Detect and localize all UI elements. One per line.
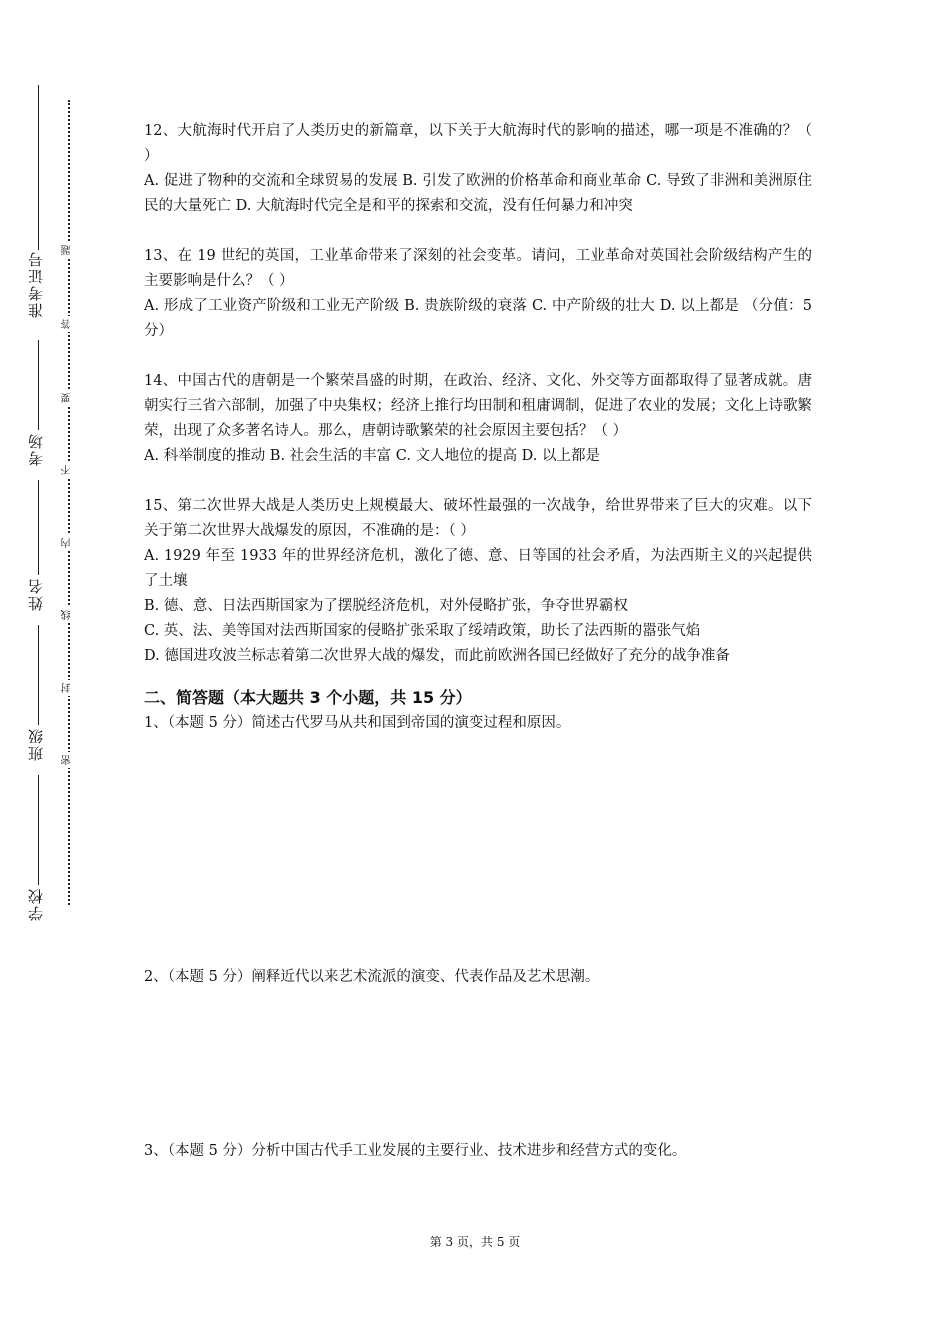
question-option-b: B. 德、意、日法西斯国家为了摆脱经济危机，对外侵略扩张，争夺世界霸权 (144, 598, 628, 614)
page-number: 第 3 页，共 5 页 (429, 1235, 521, 1249)
question-list (144, 119, 812, 736)
short-answer-1: 1、（本题 5 分）简述古代罗马从共和国到帝国的演变过程和原因。 (144, 715, 571, 731)
binding-margin (0, 0, 110, 1344)
question-12 (144, 119, 812, 219)
short-answer-3: 3、（本题 5 分）分析中国古代手工业发展的主要行业、技术进步和经营方式的变化。 (144, 1143, 687, 1159)
question-stem: 14、中国古代的唐朝是一个繁荣昌盛的时期，在政治、经济、文化、外交等方面都取得了显著成就。唐朝实行三省六部制，加强了中央集权；经济上推行均田制和租庸调制，促进了农业的发展；文化上诗歌繁荣，出现了众多著名诗人。那么，唐朝诗歌繁荣的社会原因主要包括？（ ） (144, 373, 812, 439)
field-line (38, 480, 39, 575)
seal-char: 线 (60, 607, 76, 623)
question-option-a: A. 1929 年至 1933 年的世界经济危机，激化了德、意、日等国的社会矛盾，为法西斯主义的兴起提供了土壤 (144, 548, 812, 589)
seal-char: 内 (60, 535, 76, 551)
question-stem: 12、大航海时代开启了人类历史的新篇章，以下关于大航海时代的影响的描述，哪一项是不准确的？（ ） (144, 123, 812, 164)
seal-dotted-line (68, 100, 70, 905)
seal-char: 封 (60, 680, 76, 696)
question-stem: 13、在 19 世纪的英国，工业革命带来了深刻的社会变革。请问，工业革命对英国社会阶级结构产生的主要影响是什么？（ ） (144, 248, 812, 289)
seal-char: 答 (60, 316, 76, 332)
seal-char: 密 (60, 752, 76, 768)
question-14 (144, 369, 812, 469)
question-stem: 15、第二次世界大战是人类历史上规模最大、破坏性最强的一次战争，给世界带来了巨大的灾难。以下关于第二次世界大战爆发的原因，不准确的是：（ ） (144, 498, 812, 539)
field-label-class: 班级 (27, 727, 45, 761)
field-label-school: 学校 (27, 887, 45, 921)
field-label-name: 姓名 (27, 577, 45, 611)
seal-char: 题 (60, 242, 76, 258)
question-15 (144, 494, 812, 669)
field-line (38, 340, 39, 430)
short-answer-2: 2、（本题 5 分）阐释近代以来艺术流派的演变、代表作品及艺术思潮。 (144, 969, 600, 985)
field-label-exam-number: 准考证号 (27, 250, 45, 318)
question-options: A. 科举制度的推动 B. 社会生活的丰富 C. 文人地位的提高 D. 以上都是 (144, 448, 601, 464)
question-options: A. 促进了物种的交流和全球贸易的发展 B. 引发了欧洲的价格革命和商业革命 C. 导致了非洲和美洲原住民的大量死亡 D. 大航海时代完全是和平的探索和交流，没有任何暴力和冲突 (144, 173, 812, 214)
field-line (38, 625, 39, 725)
section-title: 二、简答题（本大题共 3 个小题，共 15 分） (144, 688, 472, 707)
question-13 (144, 244, 812, 344)
field-line (38, 775, 39, 885)
seal-char: 不 (60, 462, 76, 478)
seal-char: 要 (60, 390, 76, 406)
question-options: A. 形成了工业资产阶级和工业无产阶级 B. 贵族阶级的衰落 C. 中产阶级的壮大 D. 以上都是 （分值：5 分） (144, 298, 812, 339)
field-label-exam-room: 考场 (27, 432, 45, 466)
question-option-d: D. 德国进攻波兰标志着第二次世界大战的爆发，而此前欧洲各国已经做好了充分的战争准备 (144, 648, 730, 664)
question-option-c: C. 英、法、美等国对法西斯国家的侵略扩张采取了绥靖政策，助长了法西斯的嚣张气焰 (144, 623, 701, 639)
field-line (38, 85, 39, 250)
